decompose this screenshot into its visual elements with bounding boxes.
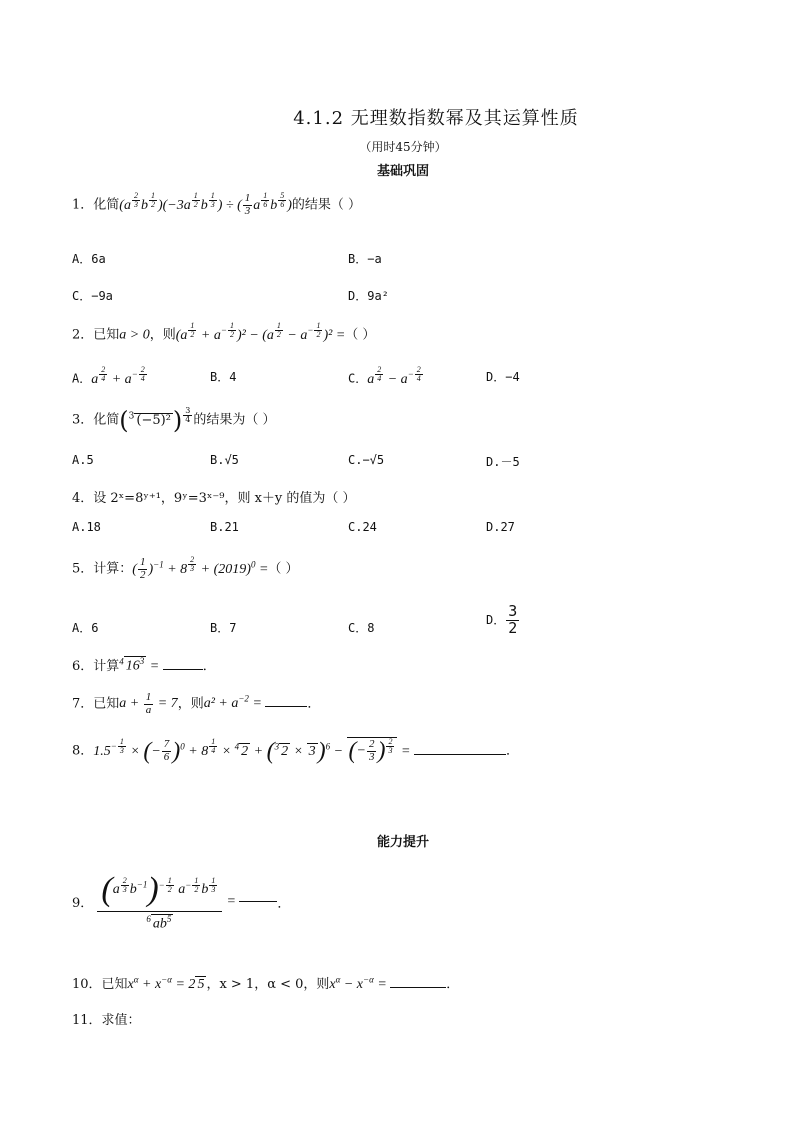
question-2 (72, 322, 375, 344)
question-9: 9． (a $^{\frac{2}{3}}$ $b^{-1})^{- \frac{1}{2}}$ $a^{- \frac{1}{2}}$ b $^{\frac{1}{3}}$ $^6$ $ab^5$ = ． (72, 871, 291, 932)
q3-option-c: C.−√5 (348, 453, 385, 467)
q2-suffix: （ ） (345, 327, 376, 343)
q3-suffix: 的结果为（ ） (193, 412, 276, 428)
question-3 (72, 406, 276, 434)
q6-expression: $^4$ $16^3$ = (119, 656, 163, 674)
q3-prefix: 3．化简 (72, 412, 120, 428)
q5-option-b: B．7 (210, 621, 237, 635)
q8-answer-blank[interactable] (414, 754, 506, 755)
q7-expression: $a^2 + a^{-2}$ = (203, 693, 266, 712)
question-1 (72, 192, 361, 217)
q3-option-a: A.5 (72, 453, 94, 467)
q8-suffix: ． (505, 743, 519, 759)
q2-option-a: A．a $^{\frac{2}{4}}$ + $a^{- \frac{2}{4}}$ (72, 365, 145, 387)
q9-prefix: 9． (72, 896, 94, 912)
q6-suffix: ． (202, 659, 216, 674)
question-6 (72, 655, 216, 675)
q2-option-b: B．4 (210, 370, 237, 384)
q7-answer-blank[interactable] (265, 706, 307, 707)
q9-suffix: ． (277, 896, 291, 912)
q2-condition: a > 0 (119, 327, 150, 343)
q10-answer-blank[interactable] (390, 987, 446, 988)
q2-expression: (a $^{\frac{1}{2}}$ + $a^{- \frac{1}{2}}$ )² − (a $^{\frac{1}{2}}$ − $a^{- \frac{1}{2}}$ )² = (175, 321, 346, 343)
q7-prefix: 7．已知 (72, 696, 120, 712)
section-heading-advanced: 能力提升 (376, 835, 429, 850)
q4-option-d: D.27 (486, 520, 515, 534)
q5-expression: ( $\frac{1}{2}$ )$^{-1}$ + 8 $^{\frac{2}{3}}$ + $(2019)^0$ = (132, 555, 269, 581)
q5-prefix: 5．计算： (72, 561, 133, 577)
question-8 (72, 737, 519, 765)
q6-answer-blank[interactable] (163, 669, 203, 670)
q2-mid: ，则 (149, 327, 176, 343)
q2-option-d: D．−4 (486, 370, 520, 384)
q4-option-c: C.24 (348, 520, 377, 534)
q1-option-a: A．6a (72, 252, 106, 266)
question-5 (72, 556, 299, 581)
q10-suffix: ． (446, 977, 460, 992)
q1-prefix: 1．化简 (72, 197, 120, 213)
page-subtitle: （用时45分钟） (359, 140, 447, 154)
q1-option-c: C．−9a (72, 289, 113, 303)
q5-option-d: D． $\frac{3}{2}$ (486, 602, 518, 637)
q6-prefix: 6．计算 (72, 659, 120, 674)
q3-option-b: B.√5 (210, 453, 239, 467)
section-heading-basic: 基础巩固 (376, 164, 429, 179)
q1-option-d: D．9a² (348, 289, 389, 303)
q4-option-a: A.18 (72, 520, 101, 534)
q5-option-c: C．8 (348, 621, 375, 635)
q10-condition: $x^\alpha + x^{-\alpha} = 2$ 5 (127, 974, 205, 992)
question-10 (72, 973, 459, 993)
q3-expression: ($^3$ (−5)²) $^{\frac{3}{4}}$ (119, 405, 191, 434)
q10-prefix: 10．已知 (72, 977, 128, 992)
q10-mid: ，x > 1，α < 0，则 (206, 977, 330, 992)
q1-suffix: 的结果（ ） (291, 197, 362, 213)
question-11: 11．求值： (72, 1013, 141, 1028)
q10-expression: $x^\alpha - x^{-\alpha}$ = (329, 974, 391, 992)
question-7 (72, 692, 320, 716)
q1-expression: (a $^{\frac{2}{3}}$ b $^{\frac{1}{2}}$ )(−3a $^{\frac{1}{2}}$ b $^{\frac{1}{3}}$ ) ÷ ( $\frac{1}{3}$ a $^{\frac{1}{6}}$ b $^{\frac{5}{6}}$ ) (119, 191, 292, 217)
q8-prefix: 8． (72, 743, 94, 759)
q2-prefix: 2．已知 (72, 327, 120, 343)
q1-option-b: B．−a (348, 252, 382, 266)
q2-option-c: C．a $^{\frac{2}{4}}$ − $a^{- \frac{2}{4}}$ (348, 365, 421, 387)
page-title: 4.1.2 无理数指数幂及其运算性质 (293, 108, 579, 129)
q3-option-d: D.－5 (486, 455, 520, 469)
q5-suffix: （ ） (268, 561, 299, 577)
q7-mid: ，则 (177, 696, 204, 712)
question-4: 4．设 2ˣ=8ʸ⁺¹，9ʸ=3ˣ⁻⁹，则 x＋y 的值为（ ） (72, 491, 356, 506)
q4-option-b: B.21 (210, 520, 239, 534)
q7-condition: a + $\frac{1}{a}$ = 7 (119, 691, 178, 716)
q8-expression: $1.5^{- \frac{1}{3}}$ × (− $\frac{7}{6}$ )$^0$ + 8 $^{\frac{1}{4}}$ × $^4$ 2 + ($^3$ 2 × 3)$^6$ − (− $\frac{2}{3}$ ) $^{\frac{2}{3}}$ = (93, 737, 414, 765)
q9-answer-blank[interactable] (239, 901, 277, 902)
q5-option-a: A．6 (72, 621, 99, 635)
q9-expression: (a $^{\frac{2}{3}}$ $b^{-1})^{- \frac{1}{2}}$ $a^{- \frac{1}{2}}$ b $^{\frac{1}{3}}$ $^6$ $ab^5$ (97, 871, 222, 933)
q7-suffix: ． (307, 696, 321, 712)
